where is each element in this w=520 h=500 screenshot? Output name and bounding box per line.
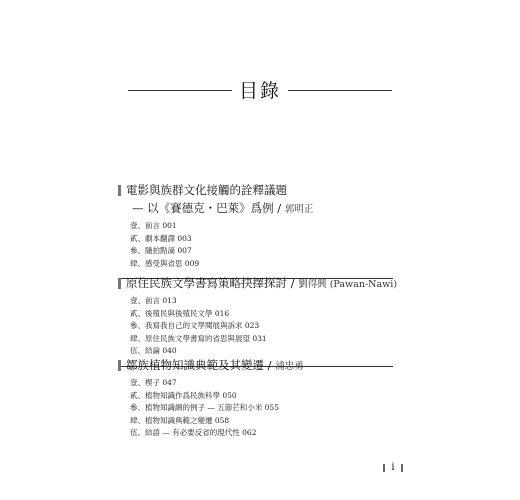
section-heading[interactable] xyxy=(118,183,393,198)
toc-section-3 xyxy=(118,358,393,440)
toc-entry[interactable]: 參、我寫我自己的文學閱展與訴求 023 xyxy=(130,321,260,330)
toc-entry[interactable]: 壹、前言 001 xyxy=(130,221,177,230)
toc-entry[interactable]: 伍、結語 — 有必要反省的現代性 062 xyxy=(130,428,257,437)
page-number: i xyxy=(380,460,406,476)
toc-title-row xyxy=(128,78,392,104)
toc-items xyxy=(118,220,393,270)
title-rule-right xyxy=(288,90,392,91)
section-author: 郭明正 xyxy=(284,204,314,215)
toc-entry[interactable]: 肆、原住民族文學書寫的省思與展望 031 xyxy=(130,333,267,343)
toc-entry[interactable]: 肆、感受與省思 009 xyxy=(130,258,200,268)
toc-entry[interactable]: 參、植物知識網的例子 — 五節芒和小米 055 xyxy=(130,403,279,412)
section-heading-text: 電影與族群文化接觸的詮釋議題 xyxy=(126,183,287,197)
section-marker xyxy=(118,278,121,289)
toc-section-2 xyxy=(118,276,398,367)
section-heading[interactable] xyxy=(118,358,393,374)
section-author: 浦忠勇 xyxy=(275,361,304,372)
toc-items xyxy=(118,295,393,358)
section-heading[interactable] xyxy=(118,276,398,292)
toc-entry[interactable]: 貳、植物知識作爲民族科學 050 xyxy=(130,390,237,400)
section-subtitle xyxy=(118,201,393,217)
toc-entry[interactable]: 貳、後殖民與後殖民文學 016 xyxy=(130,308,230,318)
section-subtitle-text: — 以《賽德克・巴萊》爲例 / xyxy=(132,201,285,215)
page-title: 目錄 xyxy=(238,80,281,102)
toc-items xyxy=(118,377,393,440)
section-marker xyxy=(118,360,121,371)
toc-entry[interactable]: 參、隨拍點滴 007 xyxy=(130,246,192,255)
toc-entry[interactable]: 壹、前言 013 xyxy=(130,296,177,305)
toc-section-1 xyxy=(118,183,393,279)
title-rule-left xyxy=(128,90,232,91)
section-marker xyxy=(118,185,121,196)
toc-entry[interactable]: 伍、結論 040 xyxy=(130,346,177,355)
toc-entry[interactable]: 肆、植物知識典範之變遷 058 xyxy=(130,415,230,425)
section-heading-text: 原住民族文學書寫策略抉擇探討 / xyxy=(126,276,299,290)
toc-entry[interactable]: 壹、楔子 047 xyxy=(130,378,177,387)
section-heading-text: 鄒族植物知識典範及其變遷 / xyxy=(126,358,276,372)
toc-entry[interactable]: 貳、劇本翻譯 003 xyxy=(130,233,192,243)
section-author: 劉得興 (Pawan-Nawi) xyxy=(298,279,398,290)
